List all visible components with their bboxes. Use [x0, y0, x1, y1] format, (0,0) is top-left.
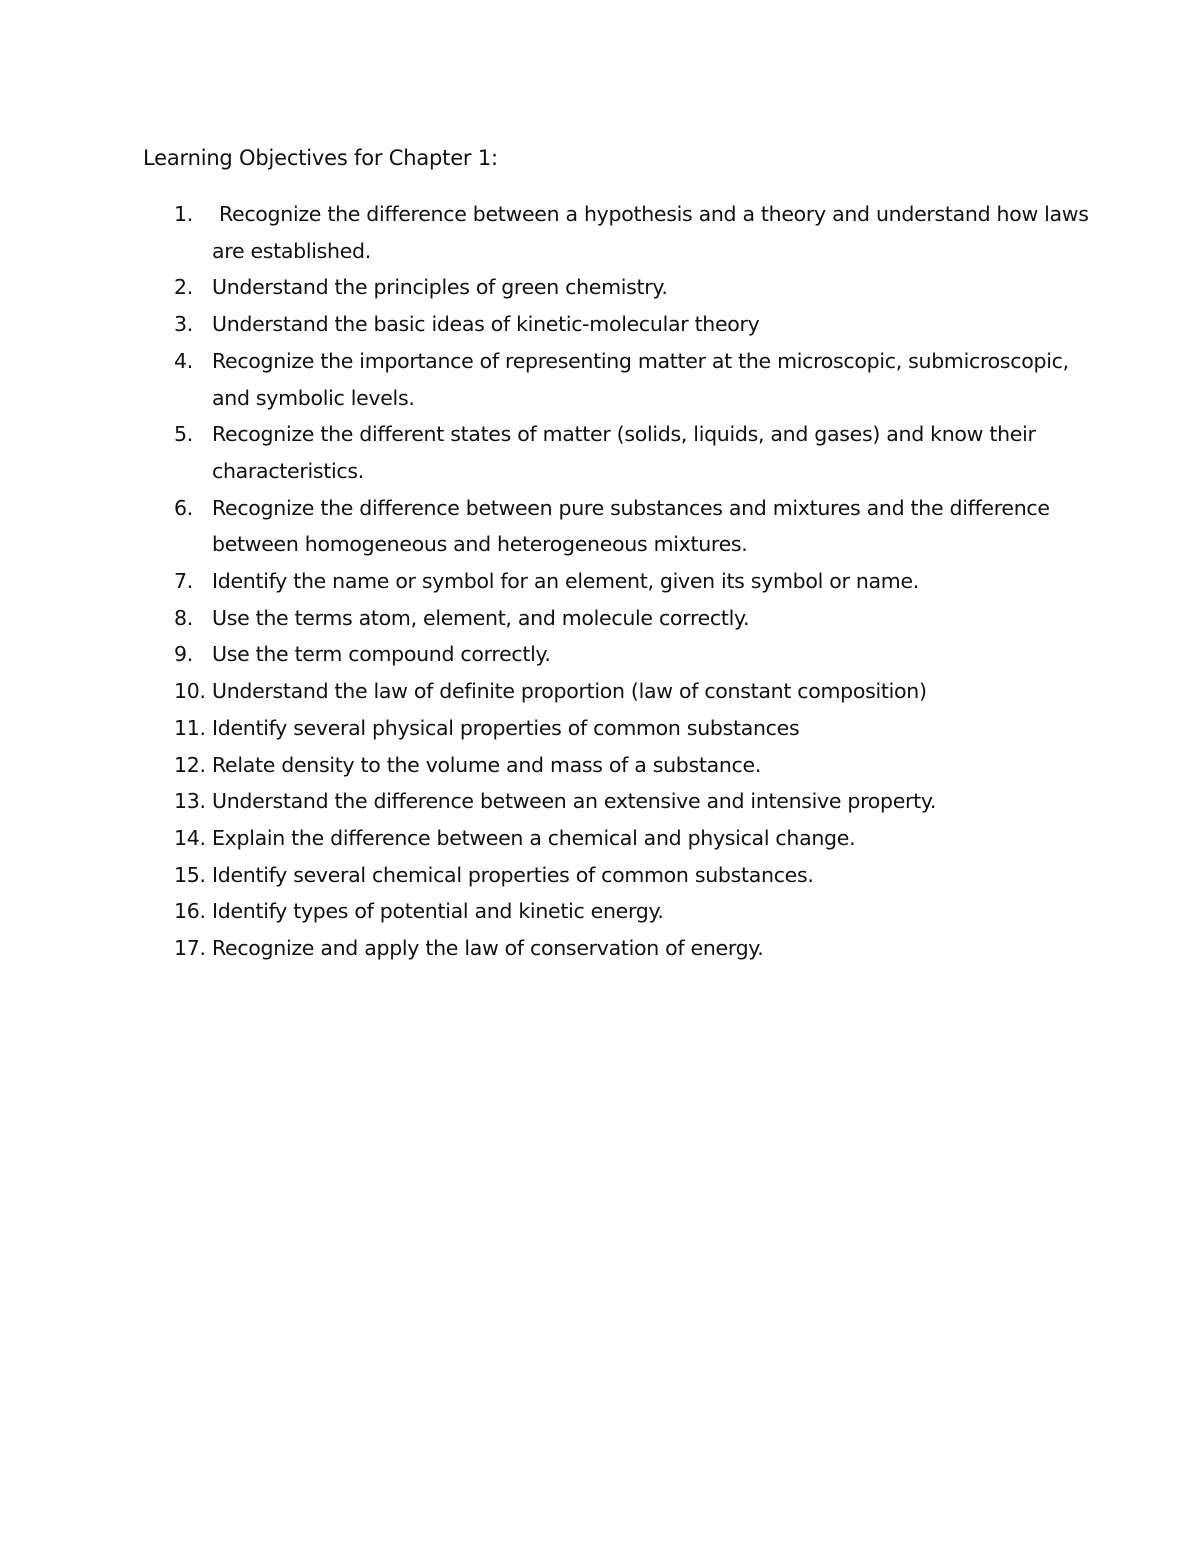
list-item [143, 636, 1093, 673]
list-item [143, 490, 1093, 563]
list-item [143, 820, 1093, 857]
list-item-number: 1. [174, 202, 193, 226]
list-item [143, 269, 1093, 306]
list-item-number: 9. [174, 642, 193, 667]
list-item-number: 14. [174, 825, 206, 850]
list-item-text: Use the terms atom, element, and molecule correctly. [212, 605, 750, 630]
list-item-number: 5. [174, 422, 193, 447]
list-item-text: Recognize the different states of matter (solids, liquids, and gases) and know their characteristics. [212, 422, 1036, 483]
list-item [143, 893, 1093, 930]
list-item [143, 563, 1093, 600]
list-item [143, 306, 1093, 343]
list-item [143, 196, 1093, 269]
list-item-number: 10. [174, 679, 206, 704]
list-item-text: Relate density to the volume and mass of a substance. [212, 752, 762, 777]
list-item [143, 416, 1093, 489]
list-item-text: Recognize and apply the law of conservation of energy. [212, 936, 764, 961]
list-item-text: Recognize the difference between pure substances and mixtures and the difference between homogeneous and heterogeneous mixtures. [212, 495, 1050, 557]
list-item-text: Understand the difference between an extensive and intensive property. [212, 789, 937, 814]
list-item-text: Understand the law of definite proportion (law of constant composition) [212, 679, 927, 704]
list-item [143, 710, 1093, 747]
list-item-number: 7. [174, 569, 193, 594]
document-heading: Learning Objectives for Chapter 1: [143, 146, 498, 170]
list-item-number: 12. [174, 752, 206, 777]
objectives-list [143, 196, 1093, 967]
list-item-number: 8. [174, 605, 193, 630]
list-item-number: 16. [174, 899, 206, 924]
list-item-number: 2. [174, 275, 193, 300]
list-item-number: 11. [174, 715, 206, 740]
list-item [143, 600, 1093, 637]
list-item-text-content: Recognize the difference between a hypothesis and a theory and understand how laws are established. [212, 202, 1089, 263]
list-item [143, 783, 1093, 820]
list-item-text: Identify the name or symbol for an element, given its symbol or name. [212, 569, 919, 594]
list-item [143, 930, 1093, 967]
list-item-text: Identify several chemical properties of common substances. [212, 862, 814, 887]
list-item-number: 15. [174, 862, 206, 887]
list-item [143, 343, 1093, 416]
list-item-number: 6. [174, 495, 193, 520]
list-item-text: Recognize the importance of representing matter at the microscopic, submicroscopic, and symbolic levels. [212, 348, 1069, 410]
list-item-text: Explain the difference between a chemical and physical change. [212, 825, 856, 850]
list-item-number: 17. [174, 936, 206, 961]
list-item [143, 673, 1093, 710]
list-item-text: Identify types of potential and kinetic energy. [212, 899, 664, 924]
list-item-text: Understand the principles of green chemistry. [212, 275, 668, 300]
list-item-text [212, 196, 1093, 269]
list-item [143, 857, 1093, 894]
list-item-number: 13. [174, 789, 206, 814]
list-item-text: Use the term compound correctly. [212, 642, 551, 667]
list-item-text: Identify several physical properties of common substances [212, 715, 800, 740]
list-item-number: 3. [174, 312, 193, 337]
list-item [143, 747, 1093, 784]
list-item-number: 4. [174, 348, 193, 373]
list-item-text: Understand the basic ideas of kinetic-molecular theory [212, 312, 760, 337]
